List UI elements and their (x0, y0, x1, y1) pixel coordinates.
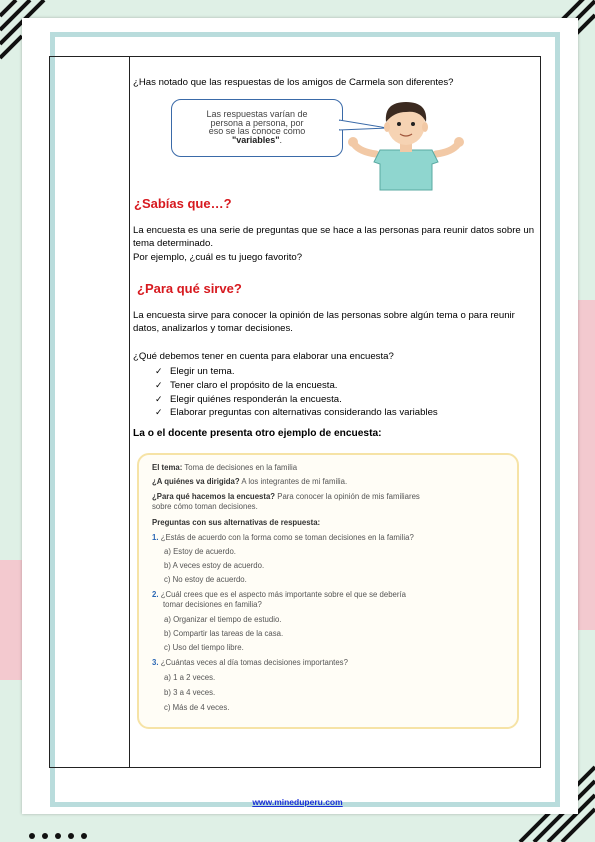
footer-link[interactable]: www.mineduperu.com (252, 797, 343, 807)
survey-question-2: 2. ¿Cuál crees que es el aspecto más importante sobre el que se debería tomar decisiones en familia? (152, 590, 406, 609)
survey-option: c) No estoy de acuerdo. (164, 575, 247, 584)
check-icon: ✓ (155, 379, 163, 390)
checklist-title: ¿Qué debemos tener en cuenta para elaborar una encuesta? (133, 351, 394, 362)
survey-option: a) 1 a 2 veces. (164, 673, 216, 682)
table-column-divider (129, 57, 130, 767)
checklist-item: ✓ Tener claro el propósito de la encuesta. (155, 379, 338, 391)
sabias-example: Por ejemplo, ¿cuál es tu juego favorito? (133, 252, 303, 263)
sabias-heading: ¿Sabías que…? (134, 196, 232, 211)
survey-option: c) Más de 4 veces. (164, 703, 230, 712)
survey-option: b) 3 a 4 veces. (164, 688, 216, 697)
survey-option: a) Estoy de acuerdo. (164, 547, 236, 556)
intro-question: ¿Has notado que las respuestas de los amigos de Carmela son diferentes? (133, 77, 454, 88)
checklist-item: ✓ Elaborar preguntas con alternativas considerando las variables (155, 407, 438, 419)
para-text: La encuesta sirve para conocer la opinión de las personas sobre algún tema o para reunir datos, analizarlos y tomar decisiones. (133, 310, 515, 335)
survey-purpose: ¿Para qué hacemos la encuesta? Para conocer la opinión de mis familiares sobre cómo toman decisiones. (152, 492, 420, 511)
check-icon: ✓ (155, 366, 163, 376)
check-icon: ✓ (155, 393, 163, 404)
survey-question-3: 3. ¿Cuántas veces al día tomas decisiones importantes? (152, 658, 348, 667)
checklist-item: ✓ Elegir quiénes responderán la encuesta. (155, 393, 342, 405)
boy-illustration (346, 100, 466, 192)
survey-question-1: 1. ¿Estás de acuerdo con la forma como se toman decisiones en la familia? (152, 533, 414, 542)
check-icon: ✓ (155, 407, 163, 418)
speech-bubble-text: Las respuestas varían de persona a persona, por eso se las conoce como "variables". (206, 109, 308, 145)
speech-bubble (171, 99, 343, 157)
survey-topic: El tema: Toma de decisiones en la familia (152, 463, 298, 472)
survey-option: b) A veces estoy de acuerdo. (164, 561, 265, 570)
example-heading: La o el docente presenta otro ejemplo de encuesta: (133, 428, 382, 439)
checklist-item: ✓ Elegir un tema. (155, 366, 235, 377)
survey-questions-label: Preguntas con sus alternativas de respuesta: (152, 518, 321, 527)
survey-audience: ¿A quiénes va dirigida? A los integrantes de mi familia. (152, 477, 348, 486)
survey-option: b) Compartir las tareas de la casa. (164, 629, 284, 638)
checklist (155, 365, 438, 420)
survey-option: a) Organizar el tiempo de estudio. (164, 615, 282, 624)
survey-option: c) Uso del tiempo libre. (164, 643, 244, 652)
sabias-text: La encuesta es una serie de preguntas que se hace a las personas para reunir datos sobre un tema determinado. (133, 225, 535, 250)
para-heading: ¿Para qué sirve? (137, 281, 242, 296)
